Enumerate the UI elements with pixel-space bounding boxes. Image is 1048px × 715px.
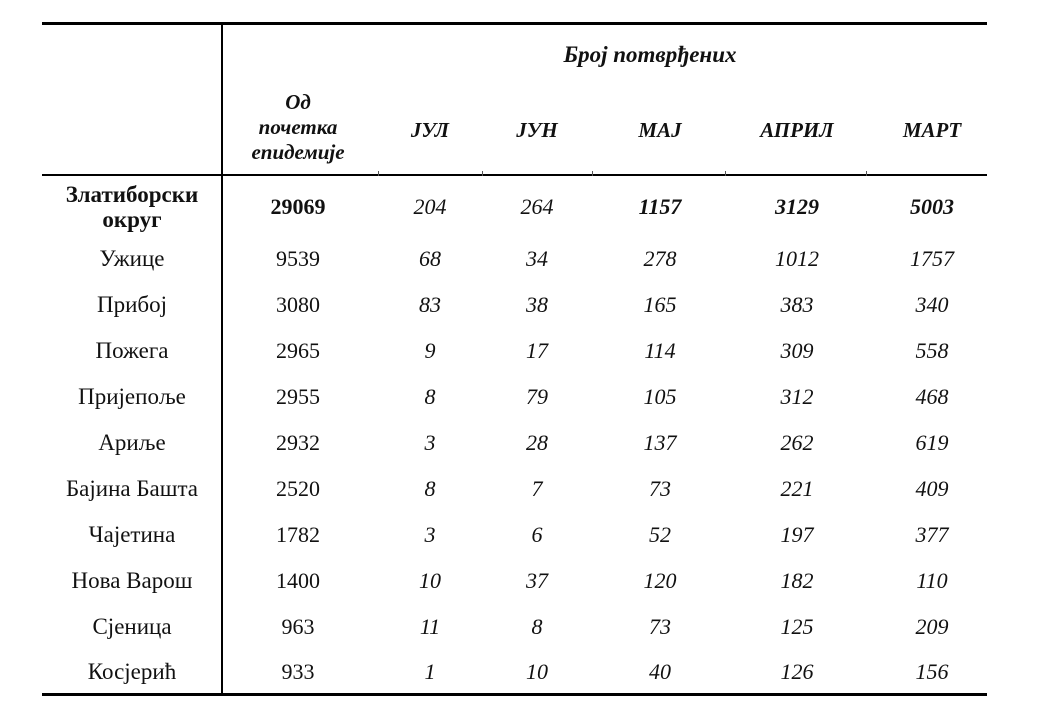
table-cell: 1157 (638, 194, 682, 219)
header-tick (866, 171, 867, 176)
table-cell: 3 (424, 522, 436, 547)
table-cell: 105 (643, 384, 677, 409)
row-name (66, 476, 198, 502)
row-name (78, 384, 186, 410)
row-name-line: Чајетина (88, 522, 176, 547)
table-cell: 197 (780, 522, 814, 547)
table-cell: 10 (419, 568, 441, 593)
table-cell: 2932 (276, 430, 320, 455)
row-name (92, 614, 171, 640)
table-cell: 340 (915, 292, 949, 317)
table-cell: 1 (424, 659, 436, 684)
table-cell: 8 (424, 476, 436, 501)
table-cell: 3129 (775, 194, 819, 219)
row-name (88, 659, 176, 685)
table-cell: 1400 (276, 568, 320, 593)
row-name (66, 182, 198, 232)
table-cell: 73 (649, 614, 671, 639)
row-name-line: Пожега (95, 338, 169, 363)
table-cell: 468 (915, 384, 949, 409)
header-tick (725, 171, 726, 176)
table-cell: 619 (915, 430, 949, 455)
table-cell: 10 (526, 659, 548, 684)
table-cell: 79 (526, 384, 548, 409)
row-name-line: Ужице (99, 246, 165, 271)
table-cell: 278 (643, 246, 677, 271)
header-tick (592, 171, 593, 176)
table-cell: 83 (419, 292, 441, 317)
table-cell: 933 (281, 659, 315, 684)
table-cell: 2520 (276, 476, 320, 501)
row-name-line: округ (102, 207, 162, 232)
table-cell: 8 (424, 384, 436, 409)
table-cell: 383 (780, 292, 814, 317)
table-cell: 3 (424, 430, 436, 455)
row-name (97, 292, 167, 318)
table-cell: 126 (780, 659, 814, 684)
table-cell: 264 (520, 194, 554, 219)
row-name (72, 568, 193, 594)
table-cell: 312 (780, 384, 814, 409)
table-cell: 204 (413, 194, 447, 219)
table-cell: 262 (780, 430, 814, 455)
row-name-line: Ариље (98, 430, 166, 455)
group-header: Број потврђених (563, 42, 737, 67)
table-cell: 209 (915, 614, 949, 639)
row-name-line: Нова Варош (71, 568, 193, 593)
table-cell: 120 (643, 568, 677, 593)
table-cell: 110 (916, 568, 948, 593)
table-cell: 1012 (775, 246, 819, 271)
header-rule (42, 174, 987, 176)
row-name-line: Косјерић (87, 659, 177, 684)
column-header-since-start (251, 90, 344, 165)
row-name (100, 246, 165, 272)
row-name (96, 338, 169, 364)
table-cell: 377 (915, 522, 949, 547)
table-cell: 52 (649, 522, 671, 547)
row-name (89, 522, 176, 548)
row-name-line: Златиборски (65, 182, 199, 207)
table-cell: 68 (419, 246, 441, 271)
column-header-april: АПРИЛ (760, 118, 834, 142)
table-cell: 17 (526, 338, 548, 363)
table-cell: 182 (780, 568, 814, 593)
column-header-line: почетка (258, 115, 338, 139)
column-header-jul: ЈУЛ (410, 118, 450, 142)
table-cell: 34 (526, 246, 548, 271)
table-cell: 9539 (276, 246, 320, 271)
row-name-line: Бајина Башта (65, 476, 199, 501)
table-cell: 409 (915, 476, 949, 501)
column-header-line: Од (285, 90, 311, 114)
table-cell: 1782 (276, 522, 320, 547)
table-cell: 11 (419, 614, 441, 639)
bottom-rule (42, 693, 987, 696)
table-cell: 309 (780, 338, 814, 363)
table-cell: 73 (649, 476, 671, 501)
table-cell: 1757 (910, 246, 954, 271)
table-cell: 28 (526, 430, 548, 455)
table-cell: 9 (424, 338, 436, 363)
table-cell: 156 (915, 659, 949, 684)
column-header-maj: МАЈ (638, 118, 682, 142)
table-cell: 6 (531, 522, 543, 547)
table-cell: 8 (531, 614, 543, 639)
header-tick (378, 171, 379, 176)
row-name-line: Прибој (96, 292, 168, 317)
table-cell: 7 (531, 476, 543, 501)
table-cell: 558 (915, 338, 949, 363)
table-cell: 37 (526, 568, 548, 593)
table-cell: 114 (644, 338, 676, 363)
row-name (98, 430, 165, 456)
table-cell: 29069 (270, 194, 326, 219)
column-header-line: епидемије (251, 140, 345, 164)
table-cell: 5003 (910, 194, 954, 219)
table-cell: 2955 (276, 384, 320, 409)
column-header-mart: МАРТ (902, 118, 962, 142)
header-tick (482, 171, 483, 176)
table-cell: 40 (649, 659, 671, 684)
table-cell: 3080 (276, 292, 320, 317)
row-name-line: Сјеница (92, 614, 172, 639)
table-cell: 963 (281, 614, 315, 639)
table-cell: 125 (780, 614, 814, 639)
top-rule (42, 22, 987, 25)
table-cell: 137 (643, 430, 677, 455)
row-name-line: Пријепоље (78, 384, 186, 409)
table-cell: 2965 (276, 338, 320, 363)
table-cell: 38 (526, 292, 548, 317)
column-header-jun: ЈУН (516, 118, 558, 142)
table-cell: 165 (643, 292, 677, 317)
table-cell: 221 (780, 476, 814, 501)
first-column-divider (221, 22, 223, 696)
